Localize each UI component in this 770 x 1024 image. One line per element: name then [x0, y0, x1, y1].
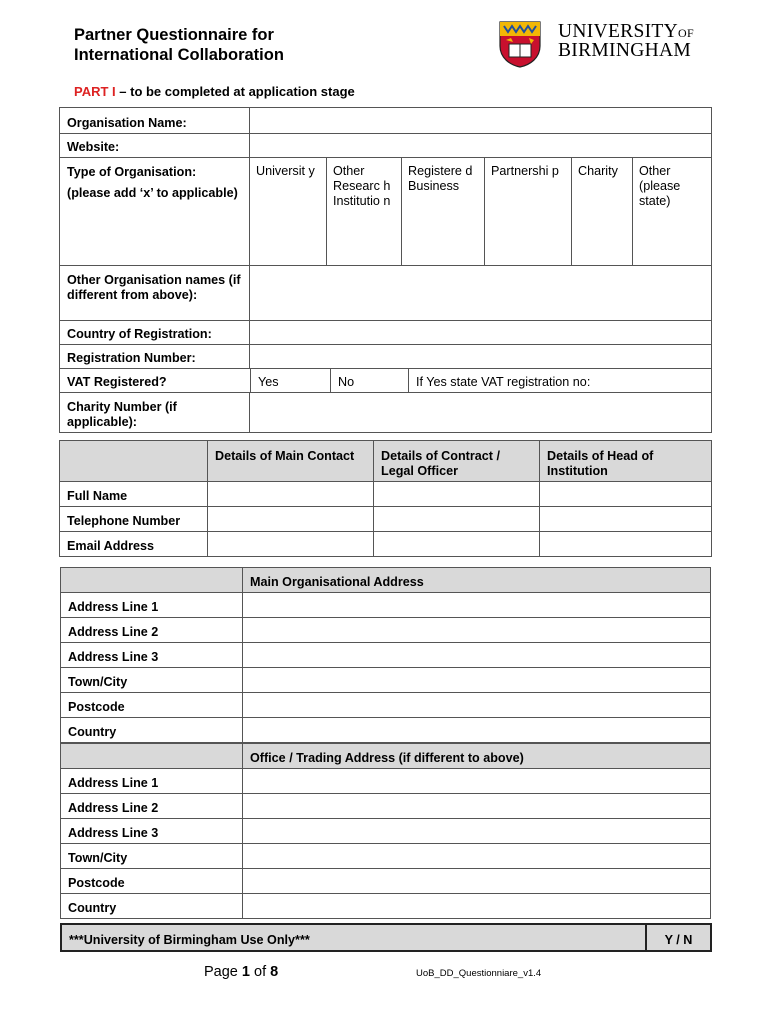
telephone-main-field[interactable]	[208, 507, 374, 532]
org-name-label: Organisation Name:	[60, 108, 250, 134]
logo-wordmark	[558, 22, 694, 60]
email-head-field[interactable]	[540, 532, 712, 557]
main-address-line3-label: Address Line 3	[61, 643, 243, 668]
other-names-field[interactable]	[250, 266, 712, 321]
full-name-label: Full Name	[60, 482, 208, 507]
document-version: UoB_DD_Questionniare_v1.4	[416, 968, 542, 979]
university-logo	[498, 20, 713, 70]
part-heading	[74, 84, 355, 99]
uob-use-table	[60, 923, 712, 952]
vat-label: VAT Registered?	[67, 375, 167, 389]
telephone-label: Telephone Number	[60, 507, 208, 532]
type-option-research[interactable]: Other Researc h Institutio n	[327, 158, 402, 266]
org-type-label: Type of Organisation:	[67, 165, 197, 179]
full-name-head-field[interactable]	[540, 482, 712, 507]
contacts-header-main: Details of Main Contact	[208, 441, 374, 482]
email-legal-field[interactable]	[374, 532, 540, 557]
type-option-business[interactable]: Registere d Business	[402, 158, 485, 266]
contacts-table	[59, 440, 712, 557]
type-option-other[interactable]: Other (please state)	[633, 158, 712, 266]
logo-line-2: BIRMINGHAM	[558, 40, 692, 61]
office-postcode-field[interactable]	[243, 869, 711, 894]
part-label: PART I	[74, 84, 116, 99]
full-name-main-field[interactable]	[208, 482, 374, 507]
title-line-1: Partner Questionnaire for	[74, 26, 274, 44]
office-address-table	[60, 743, 711, 919]
part-text: – to be completed at application stage	[115, 84, 355, 99]
reg-number-label: Registration Number:	[60, 345, 250, 369]
telephone-legal-field[interactable]	[374, 507, 540, 532]
charity-number-label: Charity Number (if applicable):	[60, 393, 250, 433]
office-town-label: Town/City	[61, 844, 243, 869]
uob-use-yn: Y / N	[646, 924, 711, 951]
page-number	[204, 964, 278, 980]
org-name-field[interactable]	[250, 108, 712, 134]
main-address-line3-field[interactable]	[243, 643, 711, 668]
office-address-line1-label: Address Line 1	[61, 769, 243, 794]
other-names-label: Other Organisation names (if different from above):	[60, 266, 250, 321]
title-line-2: International Collaboration	[74, 46, 284, 64]
office-town-field[interactable]	[243, 844, 711, 869]
main-postcode-field[interactable]	[243, 693, 711, 718]
main-address-line2-label: Address Line 2	[61, 618, 243, 643]
vat-number-field[interactable]: If Yes state VAT registration no:	[416, 375, 591, 389]
logo-of: OF	[678, 26, 694, 40]
office-address-line3-label: Address Line 3	[61, 819, 243, 844]
main-postcode-label: Postcode	[61, 693, 243, 718]
full-name-legal-field[interactable]	[374, 482, 540, 507]
organisation-table	[59, 107, 712, 433]
office-address-line2-field[interactable]	[243, 794, 711, 819]
country-reg-field[interactable]	[250, 321, 712, 345]
office-country-field[interactable]	[243, 894, 711, 919]
office-address-header-blank	[61, 744, 243, 769]
type-option-university[interactable]: Universit y	[250, 158, 327, 266]
contacts-header-legal: Details of Contract / Legal Officer	[374, 441, 540, 482]
main-address-line1-field[interactable]	[243, 593, 711, 618]
page-prefix: Page	[204, 964, 242, 980]
main-town-label: Town/City	[61, 668, 243, 693]
org-type-hint: (please add ‘x’ to applicable)	[67, 186, 238, 200]
contacts-header-head: Details of Head of Institution	[540, 441, 712, 482]
main-address-line2-field[interactable]	[243, 618, 711, 643]
contacts-header-blank	[60, 441, 208, 482]
office-address-line3-field[interactable]	[243, 819, 711, 844]
type-option-charity[interactable]: Charity	[572, 158, 633, 266]
main-country-field[interactable]	[243, 718, 711, 743]
uob-use-label: ***University of Birmingham Use Only***	[61, 924, 646, 951]
logo-line-1: UNIVERSITY	[558, 21, 678, 42]
crest-icon	[498, 20, 542, 68]
vat-yes-option[interactable]: Yes	[258, 375, 279, 389]
vat-row	[60, 369, 712, 393]
main-address-header: Main Organisational Address	[243, 568, 711, 593]
office-country-label: Country	[61, 894, 243, 919]
page-current: 1	[241, 964, 250, 980]
type-option-partnership[interactable]: Partnershi p	[485, 158, 572, 266]
page-title	[74, 25, 284, 65]
vat-no-option[interactable]: No	[338, 375, 355, 389]
page-total: 8	[270, 964, 279, 980]
office-address-line2-label: Address Line 2	[61, 794, 243, 819]
website-field[interactable]	[250, 134, 712, 158]
main-address-header-blank	[61, 568, 243, 593]
website-label: Website:	[60, 134, 250, 158]
email-main-field[interactable]	[208, 532, 374, 557]
page-of: of	[249, 964, 271, 980]
telephone-head-field[interactable]	[540, 507, 712, 532]
country-reg-label: Country of Registration:	[60, 321, 250, 345]
org-type-label-cell	[60, 158, 250, 266]
charity-number-field[interactable]	[250, 393, 712, 433]
office-address-header: Office / Trading Address (if different to above)	[243, 744, 711, 769]
main-town-field[interactable]	[243, 668, 711, 693]
email-label: Email Address	[60, 532, 208, 557]
office-address-line1-field[interactable]	[243, 769, 711, 794]
office-postcode-label: Postcode	[61, 869, 243, 894]
main-country-label: Country	[61, 718, 243, 743]
main-address-table	[60, 567, 711, 743]
main-address-line1-label: Address Line 1	[61, 593, 243, 618]
reg-number-field[interactable]	[250, 345, 712, 369]
